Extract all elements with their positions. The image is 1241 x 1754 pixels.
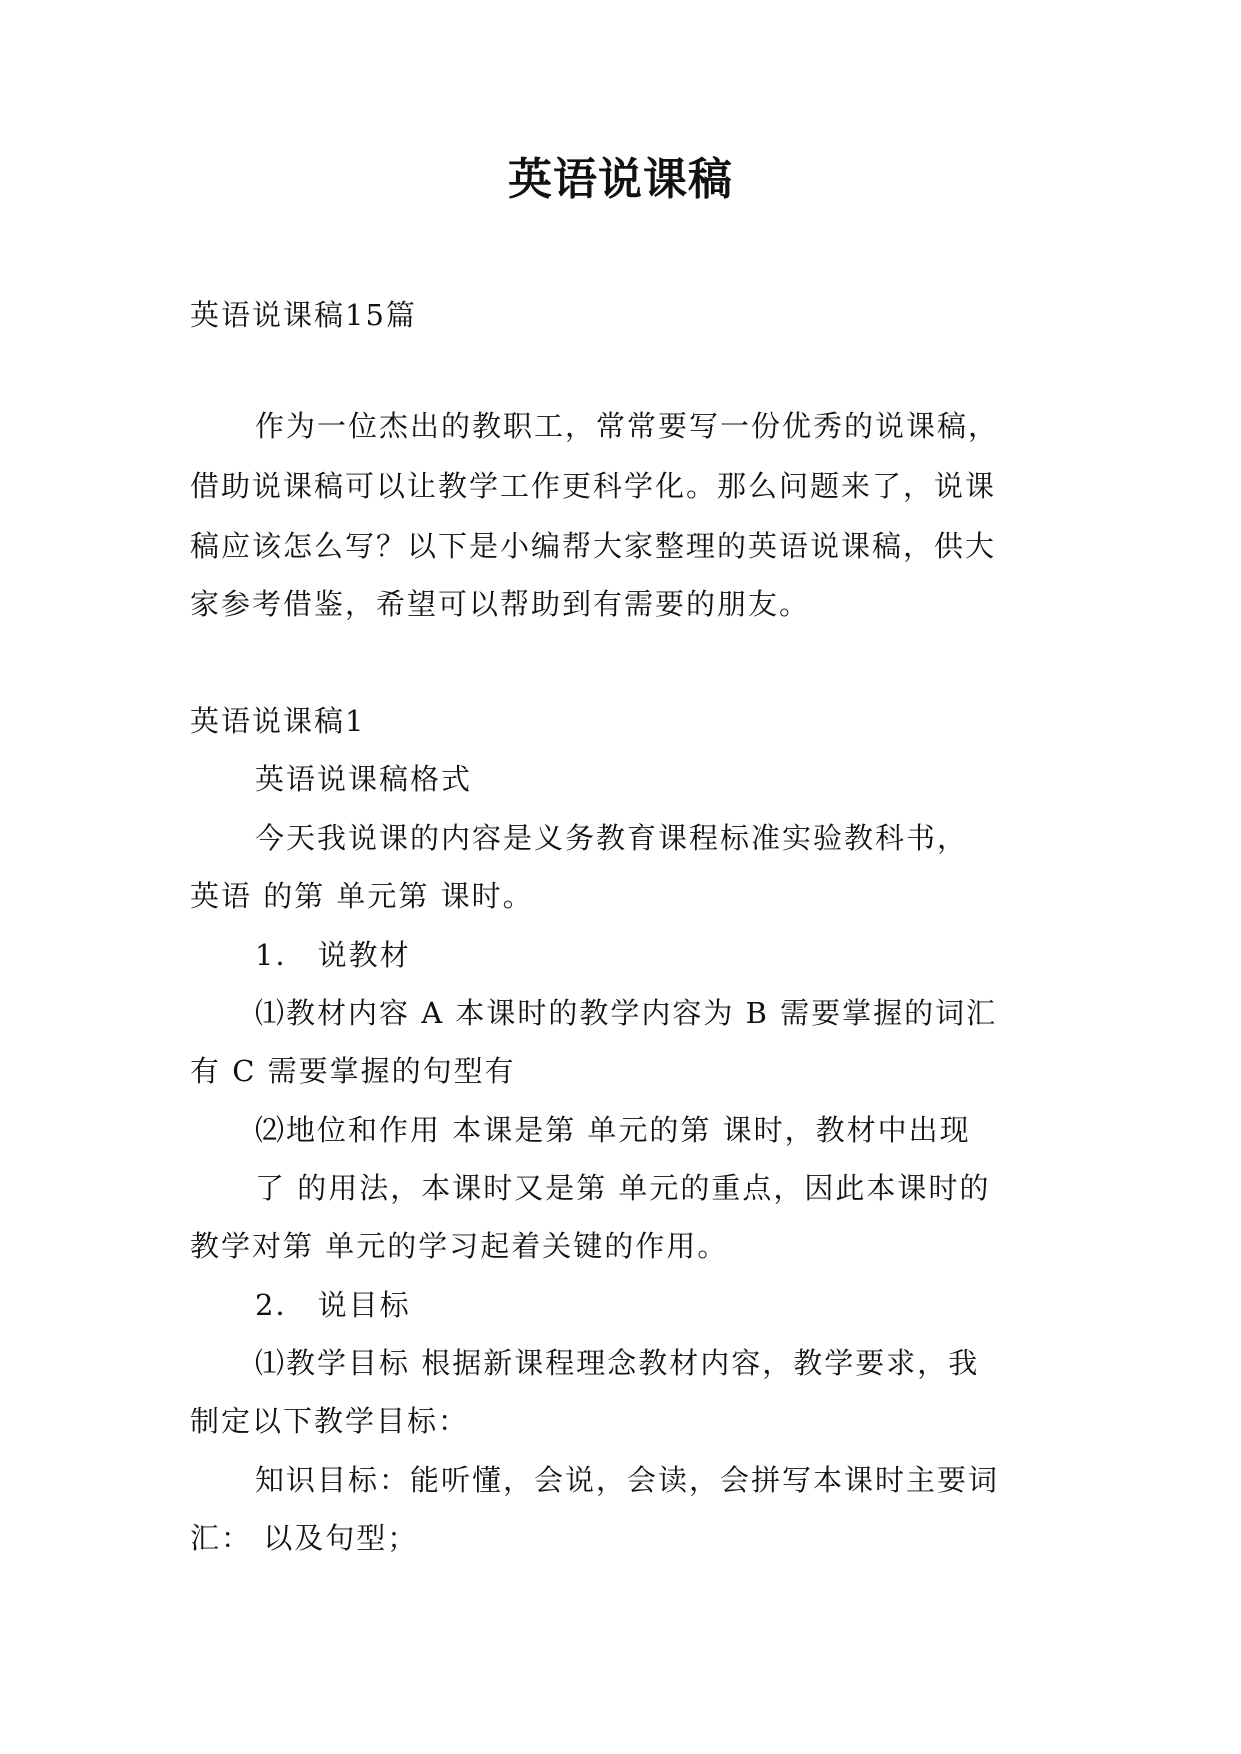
body-line: 英语说课稿格式 bbox=[255, 762, 473, 796]
intro-line: 稿应该怎么写？以下是小编帮大家整理的英语说课稿，供大 bbox=[190, 529, 997, 563]
body-line: 有 C 需要掌握的句型有 bbox=[190, 1054, 516, 1088]
intro-line: 家参考借鉴，希望可以帮助到有需要的朋友。 bbox=[190, 587, 811, 621]
document-subtitle: 英语说课稿15篇 bbox=[190, 298, 417, 332]
body-line: 今天我说课的内容是义务教育课程标准实验教科书， bbox=[255, 821, 969, 855]
intro-line: 借助说课稿可以让教学工作更科学化。那么问题来了，说课 bbox=[190, 469, 997, 503]
section-heading: 英语说课稿1 bbox=[190, 704, 366, 738]
body-line: ⑴教材内容 A 本课时的教学内容为 B 需要掌握的词汇 bbox=[255, 996, 998, 1030]
document-title: 英语说课稿 bbox=[508, 154, 733, 205]
body-line: 汇： 以及句型； bbox=[190, 1521, 419, 1555]
body-line: 教学对第 单元的学习起着关键的作用。 bbox=[190, 1229, 729, 1263]
body-line: ⑴教学目标 根据新课程理念教材内容，教学要求，我 bbox=[255, 1346, 980, 1380]
body-line: 1． 说教材 bbox=[255, 938, 411, 972]
body-line: 英语 的第 单元第 课时。 bbox=[190, 879, 534, 913]
intro-line: 作为一位杰出的教职工，常常要写一份优秀的说课稿， bbox=[255, 409, 1000, 443]
body-line: ⑵地位和作用 本课是第 单元的第 课时，教材中出现 bbox=[255, 1113, 971, 1147]
body-line: 知识目标：能听懂，会说，会读，会拼写本课时主要词 bbox=[255, 1463, 1000, 1497]
body-line: 了 的用法，本课时又是第 单元的重点，因此本课时的 bbox=[255, 1171, 991, 1205]
body-line: 制定以下教学目标： bbox=[190, 1404, 470, 1438]
body-line: 2． 说目标 bbox=[255, 1288, 411, 1322]
